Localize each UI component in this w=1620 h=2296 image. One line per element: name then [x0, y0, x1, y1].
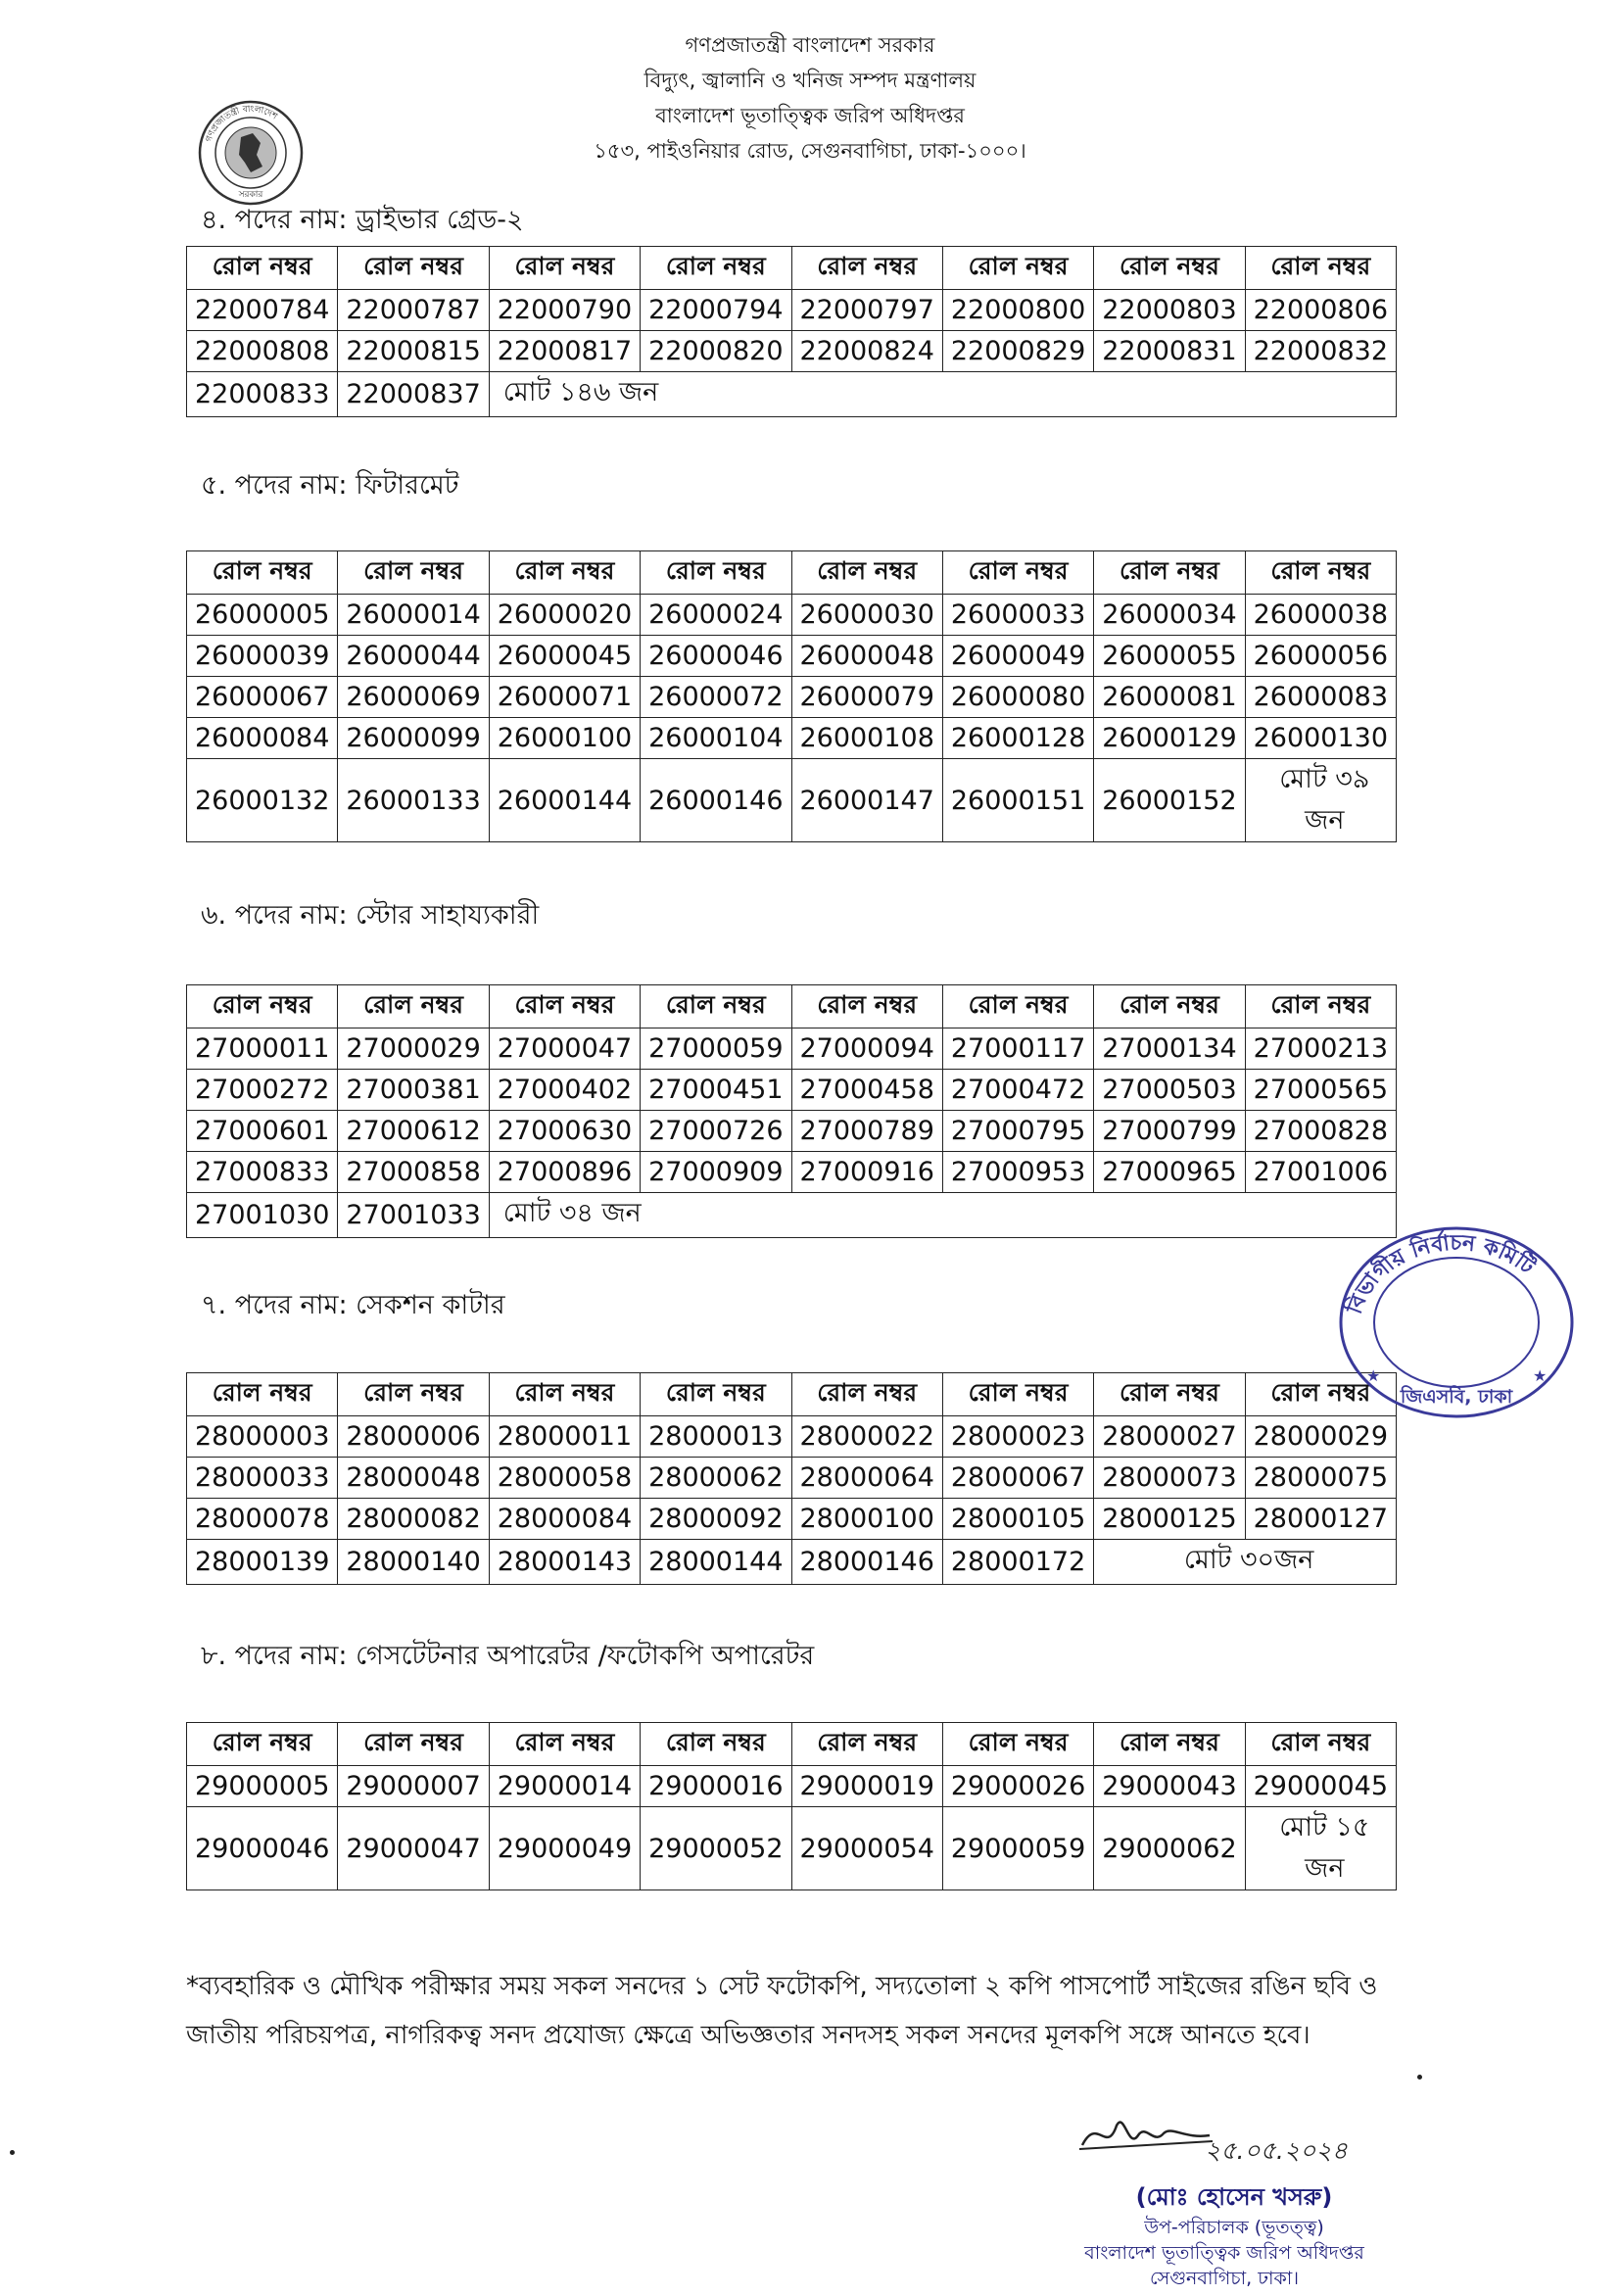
roll-number-cell: 26000024 — [641, 595, 791, 636]
roll-number-cell: 29000007 — [338, 1766, 489, 1807]
roll-number-cell: 22000817 — [489, 331, 640, 372]
column-header: রোল নম্বর — [489, 247, 640, 290]
roll-number-cell: 22000815 — [338, 331, 489, 372]
column-header: রোল নম্বর — [1245, 1723, 1396, 1766]
table-row — [187, 677, 1397, 718]
table-row — [187, 595, 1397, 636]
roll-number-cell: 27000381 — [338, 1070, 489, 1111]
committee-stamp-icon — [1337, 1224, 1577, 1420]
roll-number-cell: 22000794 — [641, 290, 791, 331]
roll-number-cell: 29000047 — [338, 1807, 489, 1890]
roll-number-cell: 22000806 — [1245, 290, 1396, 331]
roll-number-cell: 28000062 — [641, 1458, 791, 1499]
column-header: রোল নম্বর — [489, 551, 640, 595]
roll-number-cell: 29000052 — [641, 1807, 791, 1890]
roll-number-cell: 27000612 — [338, 1111, 489, 1152]
column-header: রোল নম্বর — [1094, 247, 1245, 290]
roll-number-cell: 26000055 — [1094, 636, 1245, 677]
roll-number-cell: 28000022 — [791, 1416, 942, 1458]
roll-number-cell: 26000045 — [489, 636, 640, 677]
column-header: রোল নম্বর — [338, 247, 489, 290]
roll-number-cell: 22000820 — [641, 331, 791, 372]
roll-table-gestetner-operator — [186, 1722, 1397, 1890]
roll-number-cell: 27000272 — [187, 1070, 338, 1111]
roll-number-cell: 22000832 — [1245, 331, 1396, 372]
table-row — [187, 1193, 1397, 1238]
roll-table-section-cutter — [186, 1372, 1397, 1585]
column-header: রোল নম্বর — [338, 1723, 489, 1766]
roll-number-cell: 22000784 — [187, 290, 338, 331]
column-header: রোল নম্বর — [791, 1723, 942, 1766]
svg-text:★: ★ — [1533, 1366, 1548, 1385]
roll-number-cell: 22000808 — [187, 331, 338, 372]
column-header: রোল নম্বর — [641, 247, 791, 290]
roll-number-cell: 29000045 — [1245, 1766, 1396, 1807]
column-header: রোল নম্বর — [942, 551, 1093, 595]
roll-number-cell: 27000965 — [1094, 1152, 1245, 1193]
column-header: রোল নম্বর — [1094, 985, 1245, 1028]
column-header: রোল নম্বর — [1245, 985, 1396, 1028]
table-row — [187, 1766, 1397, 1807]
roll-number-cell: 26000100 — [489, 718, 640, 759]
roll-number-cell: 27000094 — [791, 1028, 942, 1070]
roll-number-cell: 22000797 — [791, 290, 942, 331]
roll-number-cell: 26000071 — [489, 677, 640, 718]
header-ministry: বিদ্যুৎ, জ্বালানি ও খনিজ সম্পদ মন্ত্রণালয় — [643, 69, 977, 92]
table-row — [187, 1152, 1397, 1193]
table-row — [187, 1028, 1397, 1070]
column-header: রোল নম্বর — [187, 1373, 338, 1416]
roll-number-cell: 26000081 — [1094, 677, 1245, 718]
government-seal-icon — [196, 98, 306, 208]
roll-number-cell: 29000026 — [942, 1766, 1093, 1807]
scan-speck — [10, 2150, 15, 2155]
roll-number-cell: 27000117 — [942, 1028, 1093, 1070]
roll-number-cell: 28000073 — [1094, 1458, 1245, 1499]
roll-number-cell: 29000054 — [791, 1807, 942, 1890]
total-count-cell: মোট ৩৯ জন — [1245, 759, 1396, 842]
roll-number-cell: 27000799 — [1094, 1111, 1245, 1152]
column-header: রোল নম্বর — [1245, 247, 1396, 290]
column-header: রোল নম্বর — [338, 985, 489, 1028]
signatory-title: উপ-পরিচালক (ভূতত্ত্ব) — [1144, 2217, 1324, 2238]
roll-number-cell: 28000100 — [791, 1499, 942, 1540]
roll-number-cell: 28000078 — [187, 1499, 338, 1540]
stamp-subtext: জিএসবি, ঢাকা — [1400, 1386, 1513, 1408]
roll-number-cell: 28000084 — [489, 1499, 640, 1540]
section-title-fittermate: ৫. পদের নাম: ফিটারমেট — [201, 470, 459, 501]
table-header-row — [187, 247, 1397, 290]
roll-number-cell: 26000079 — [791, 677, 942, 718]
roll-number-cell: 28000033 — [187, 1458, 338, 1499]
column-header: রোল নম্বর — [942, 985, 1093, 1028]
roll-number-cell: 27001030 — [187, 1193, 338, 1238]
handwritten-signature-icon — [1077, 2106, 1215, 2165]
column-header: রোল নম্বর — [942, 1723, 1093, 1766]
roll-number-cell: 27000630 — [489, 1111, 640, 1152]
column-header: রোল নম্বর — [791, 1373, 942, 1416]
total-count-cell: মোট ১৪৬ জন — [489, 372, 1396, 417]
roll-number-cell: 28000140 — [338, 1540, 489, 1585]
roll-table-store-helper — [186, 984, 1397, 1238]
table-row — [187, 372, 1397, 417]
column-header: রোল নম্বর — [791, 247, 942, 290]
roll-number-cell: 27000909 — [641, 1152, 791, 1193]
column-header: রোল নম্বর — [187, 247, 338, 290]
roll-number-cell: 28000127 — [1245, 1499, 1396, 1540]
table-header-row — [187, 1723, 1397, 1766]
column-header: রোল নম্বর — [641, 985, 791, 1028]
column-header: রোল নম্বর — [338, 1373, 489, 1416]
roll-number-cell: 26000033 — [942, 595, 1093, 636]
roll-number-cell: 22000787 — [338, 290, 489, 331]
column-header: রোল নম্বর — [489, 1373, 640, 1416]
roll-number-cell: 26000108 — [791, 718, 942, 759]
roll-number-cell: 26000046 — [641, 636, 791, 677]
roll-number-cell: 28000075 — [1245, 1458, 1396, 1499]
roll-number-cell: 26000144 — [489, 759, 640, 842]
roll-number-cell: 28000082 — [338, 1499, 489, 1540]
roll-number-cell: 28000144 — [641, 1540, 791, 1585]
column-header: রোল নম্বর — [489, 985, 640, 1028]
roll-number-cell: 26000104 — [641, 718, 791, 759]
roll-number-cell: 29000016 — [641, 1766, 791, 1807]
column-header: রোল নম্বর — [1245, 551, 1396, 595]
roll-number-cell: 26000056 — [1245, 636, 1396, 677]
roll-number-cell: 27000916 — [791, 1152, 942, 1193]
roll-number-cell: 26000080 — [942, 677, 1093, 718]
column-header: রোল নম্বর — [187, 1723, 338, 1766]
table-row — [187, 1416, 1397, 1458]
column-header: রোল নম্বর — [187, 985, 338, 1028]
roll-number-cell: 26000099 — [338, 718, 489, 759]
signatory-organization: বাংলাদেশ ভূতাত্ত্বিক জরিপ অধিদপ্তর — [1084, 2242, 1364, 2264]
roll-number-cell: 27000029 — [338, 1028, 489, 1070]
roll-number-cell: 27000458 — [791, 1070, 942, 1111]
roll-number-cell: 22000829 — [942, 331, 1093, 372]
column-header: রোল নম্বর — [1094, 1373, 1245, 1416]
roll-number-cell: 26000034 — [1094, 595, 1245, 636]
signatory-name: (মোঃ হোসেন খসরু) — [1135, 2183, 1333, 2211]
table-row — [187, 1540, 1397, 1585]
roll-number-cell: 26000020 — [489, 595, 640, 636]
column-header: রোল নম্বর — [942, 1373, 1093, 1416]
roll-number-cell: 26000005 — [187, 595, 338, 636]
table-row — [187, 636, 1397, 677]
roll-number-cell: 26000152 — [1094, 759, 1245, 842]
roll-number-cell: 29000005 — [187, 1766, 338, 1807]
roll-number-cell: 27000953 — [942, 1152, 1093, 1193]
roll-number-cell: 28000029 — [1245, 1416, 1396, 1458]
roll-number-cell: 26000044 — [338, 636, 489, 677]
roll-number-cell: 27000011 — [187, 1028, 338, 1070]
total-count-cell: মোট ৩০জন — [1094, 1540, 1397, 1585]
roll-number-cell: 22000800 — [942, 290, 1093, 331]
roll-number-cell: 26000038 — [1245, 595, 1396, 636]
column-header: রোল নম্বর — [1094, 1723, 1245, 1766]
column-header: রোল নম্বর — [489, 1723, 640, 1766]
table-row — [187, 1111, 1397, 1152]
section-title-driver: ৪. পদের নাম: ড্রাইভার গ্রেড-২ — [201, 205, 524, 235]
roll-number-cell: 26000049 — [942, 636, 1093, 677]
section-title-section-cutter: ৭. পদের নাম: সেকশন কাটার — [201, 1290, 505, 1320]
roll-number-cell: 26000069 — [338, 677, 489, 718]
header-government: গণপ্রজাতন্ত্রী বাংলাদেশ সরকার — [685, 33, 935, 57]
roll-number-cell: 26000072 — [641, 677, 791, 718]
roll-table-fittermate — [186, 550, 1397, 842]
roll-number-cell: 28000013 — [641, 1416, 791, 1458]
roll-number-cell: 26000133 — [338, 759, 489, 842]
roll-number-cell: 26000084 — [187, 718, 338, 759]
roll-number-cell: 26000147 — [791, 759, 942, 842]
roll-number-cell: 26000048 — [791, 636, 942, 677]
roll-number-cell: 28000067 — [942, 1458, 1093, 1499]
roll-number-cell: 29000059 — [942, 1807, 1093, 1890]
header-address: ১৫৩, পাইওনিয়ার রোড, সেগুনবাগিচা, ঢাকা-১০০০। — [594, 139, 1026, 163]
roll-number-cell: 29000062 — [1094, 1807, 1245, 1890]
roll-number-cell: 28000064 — [791, 1458, 942, 1499]
roll-number-cell: 27001033 — [338, 1193, 489, 1238]
roll-number-cell: 26000030 — [791, 595, 942, 636]
roll-number-cell: 27000858 — [338, 1152, 489, 1193]
roll-number-cell: 22000837 — [338, 372, 489, 417]
table-header-row — [187, 985, 1397, 1028]
roll-number-cell: 28000092 — [641, 1499, 791, 1540]
table-row — [187, 1807, 1397, 1890]
table-row — [187, 1499, 1397, 1540]
column-header: রোল নম্বর — [1094, 551, 1245, 595]
roll-number-cell: 26000129 — [1094, 718, 1245, 759]
roll-number-cell: 28000048 — [338, 1458, 489, 1499]
column-header: রোল নম্বর — [338, 551, 489, 595]
roll-number-cell: 29000046 — [187, 1807, 338, 1890]
table-header-row — [187, 551, 1397, 595]
roll-number-cell: 28000139 — [187, 1540, 338, 1585]
roll-number-cell: 27000789 — [791, 1111, 942, 1152]
roll-number-cell: 26000039 — [187, 636, 338, 677]
roll-number-cell: 27000134 — [1094, 1028, 1245, 1070]
table-header-row — [187, 1373, 1397, 1416]
column-header: রোল নম্বর — [791, 985, 942, 1028]
roll-number-cell: 27000047 — [489, 1028, 640, 1070]
roll-number-cell: 22000790 — [489, 290, 640, 331]
table-row — [187, 718, 1397, 759]
column-header: রোল নম্বর — [187, 551, 338, 595]
roll-number-cell: 26000083 — [1245, 677, 1396, 718]
column-header: রোল নম্বর — [791, 551, 942, 595]
signature-block — [1019, 2106, 1430, 2292]
section-title-store-helper: ৬. পদের নাম: স্টোর সাহায্যকারী — [201, 900, 540, 931]
roll-number-cell: 28000105 — [942, 1499, 1093, 1540]
roll-number-cell: 27000601 — [187, 1111, 338, 1152]
total-count-cell: মোট ১৫ জন — [1245, 1807, 1396, 1890]
roll-number-cell: 27000213 — [1245, 1028, 1396, 1070]
roll-number-cell: 27000828 — [1245, 1111, 1396, 1152]
table-row — [187, 1458, 1397, 1499]
column-header: রোল নম্বর — [641, 1723, 791, 1766]
svg-text:★: ★ — [1366, 1366, 1381, 1385]
total-count-cell: মোট ৩৪ জন — [489, 1193, 1396, 1238]
roll-number-cell: 28000023 — [942, 1416, 1093, 1458]
table-row — [187, 1070, 1397, 1111]
roll-number-cell: 26000151 — [942, 759, 1093, 842]
table-row — [187, 290, 1397, 331]
signature-date: ২৫.০৫.২০২৪ — [1205, 2136, 1348, 2165]
roll-number-cell: 26000130 — [1245, 718, 1396, 759]
column-header: রোল নম্বর — [641, 1373, 791, 1416]
roll-number-cell: 28000058 — [489, 1458, 640, 1499]
section-title-gestetner-operator: ৮. পদের নাম: গেসটেটনার অপারেটর /ফটোকপি অপারেটর — [201, 1641, 815, 1671]
roll-number-cell: 22000831 — [1094, 331, 1245, 372]
roll-number-cell: 27000833 — [187, 1152, 338, 1193]
signatory-address: সেগুনবাগিচা, ঢাকা। — [1149, 2268, 1300, 2289]
roll-table-driver — [186, 246, 1397, 417]
roll-number-cell: 26000146 — [641, 759, 791, 842]
roll-number-cell: 28000125 — [1094, 1499, 1245, 1540]
roll-number-cell: 27000565 — [1245, 1070, 1396, 1111]
roll-number-cell: 27000059 — [641, 1028, 791, 1070]
roll-number-cell: 28000006 — [338, 1416, 489, 1458]
roll-number-cell: 27000472 — [942, 1070, 1093, 1111]
header-department: বাংলাদেশ ভূতাত্ত্বিক জরিপ অধিদপ্তর — [655, 104, 965, 127]
roll-number-cell: 26000067 — [187, 677, 338, 718]
column-header: রোল নম্বর — [641, 551, 791, 595]
roll-number-cell: 26000128 — [942, 718, 1093, 759]
table-row — [187, 331, 1397, 372]
roll-number-cell: 28000003 — [187, 1416, 338, 1458]
roll-number-cell: 26000132 — [187, 759, 338, 842]
column-header: রোল নম্বর — [1245, 1373, 1396, 1416]
table-row — [187, 759, 1397, 842]
roll-number-cell: 27000503 — [1094, 1070, 1245, 1111]
svg-text:সরকার: সরকার — [238, 190, 263, 200]
roll-number-cell: 28000027 — [1094, 1416, 1245, 1458]
roll-number-cell: 27000726 — [641, 1111, 791, 1152]
roll-number-cell: 27000402 — [489, 1070, 640, 1111]
roll-number-cell: 22000833 — [187, 372, 338, 417]
roll-number-cell: 27000451 — [641, 1070, 791, 1111]
roll-number-cell: 28000011 — [489, 1416, 640, 1458]
instructions-note: *ব্যবহারিক ও মৌখিক পরীক্ষার সময় সকল সনদের ১ সেট ফটোকপি, সদ্যতোলা ২ কপি পাসপোর্ট সাইজের রঙিন ছবি ও জাতীয় পরিচয়পত্র, নাগরিকত্ব সনদ প্রযোজ্য ক্ষেত্রে অভিজ্ঞতার সনদসহ সকল সনদের মূলকপি সঙ্গে আনতে হবে। — [186, 1972, 1378, 2050]
roll-number-cell: 28000172 — [942, 1540, 1093, 1585]
roll-number-cell: 29000014 — [489, 1766, 640, 1807]
roll-number-cell: 28000146 — [791, 1540, 942, 1585]
column-header: রোল নম্বর — [942, 247, 1093, 290]
roll-number-cell: 28000143 — [489, 1540, 640, 1585]
svg-text:গণপ্রজাতন্ত্রী বাংলাদেশ: গণপ্রজাতন্ত্রী বাংলাদেশ — [204, 104, 279, 144]
roll-number-cell: 22000803 — [1094, 290, 1245, 331]
roll-number-cell: 22000824 — [791, 331, 942, 372]
roll-number-cell: 27000896 — [489, 1152, 640, 1193]
roll-number-cell: 29000043 — [1094, 1766, 1245, 1807]
scan-speck — [1417, 2075, 1422, 2080]
roll-number-cell: 27001006 — [1245, 1152, 1396, 1193]
roll-number-cell: 26000014 — [338, 595, 489, 636]
roll-number-cell: 27000795 — [942, 1111, 1093, 1152]
roll-number-cell: 29000019 — [791, 1766, 942, 1807]
roll-number-cell: 29000049 — [489, 1807, 640, 1890]
stamp-text: বিভাগীয় নির্বাচন কমিটি — [1342, 1230, 1539, 1317]
